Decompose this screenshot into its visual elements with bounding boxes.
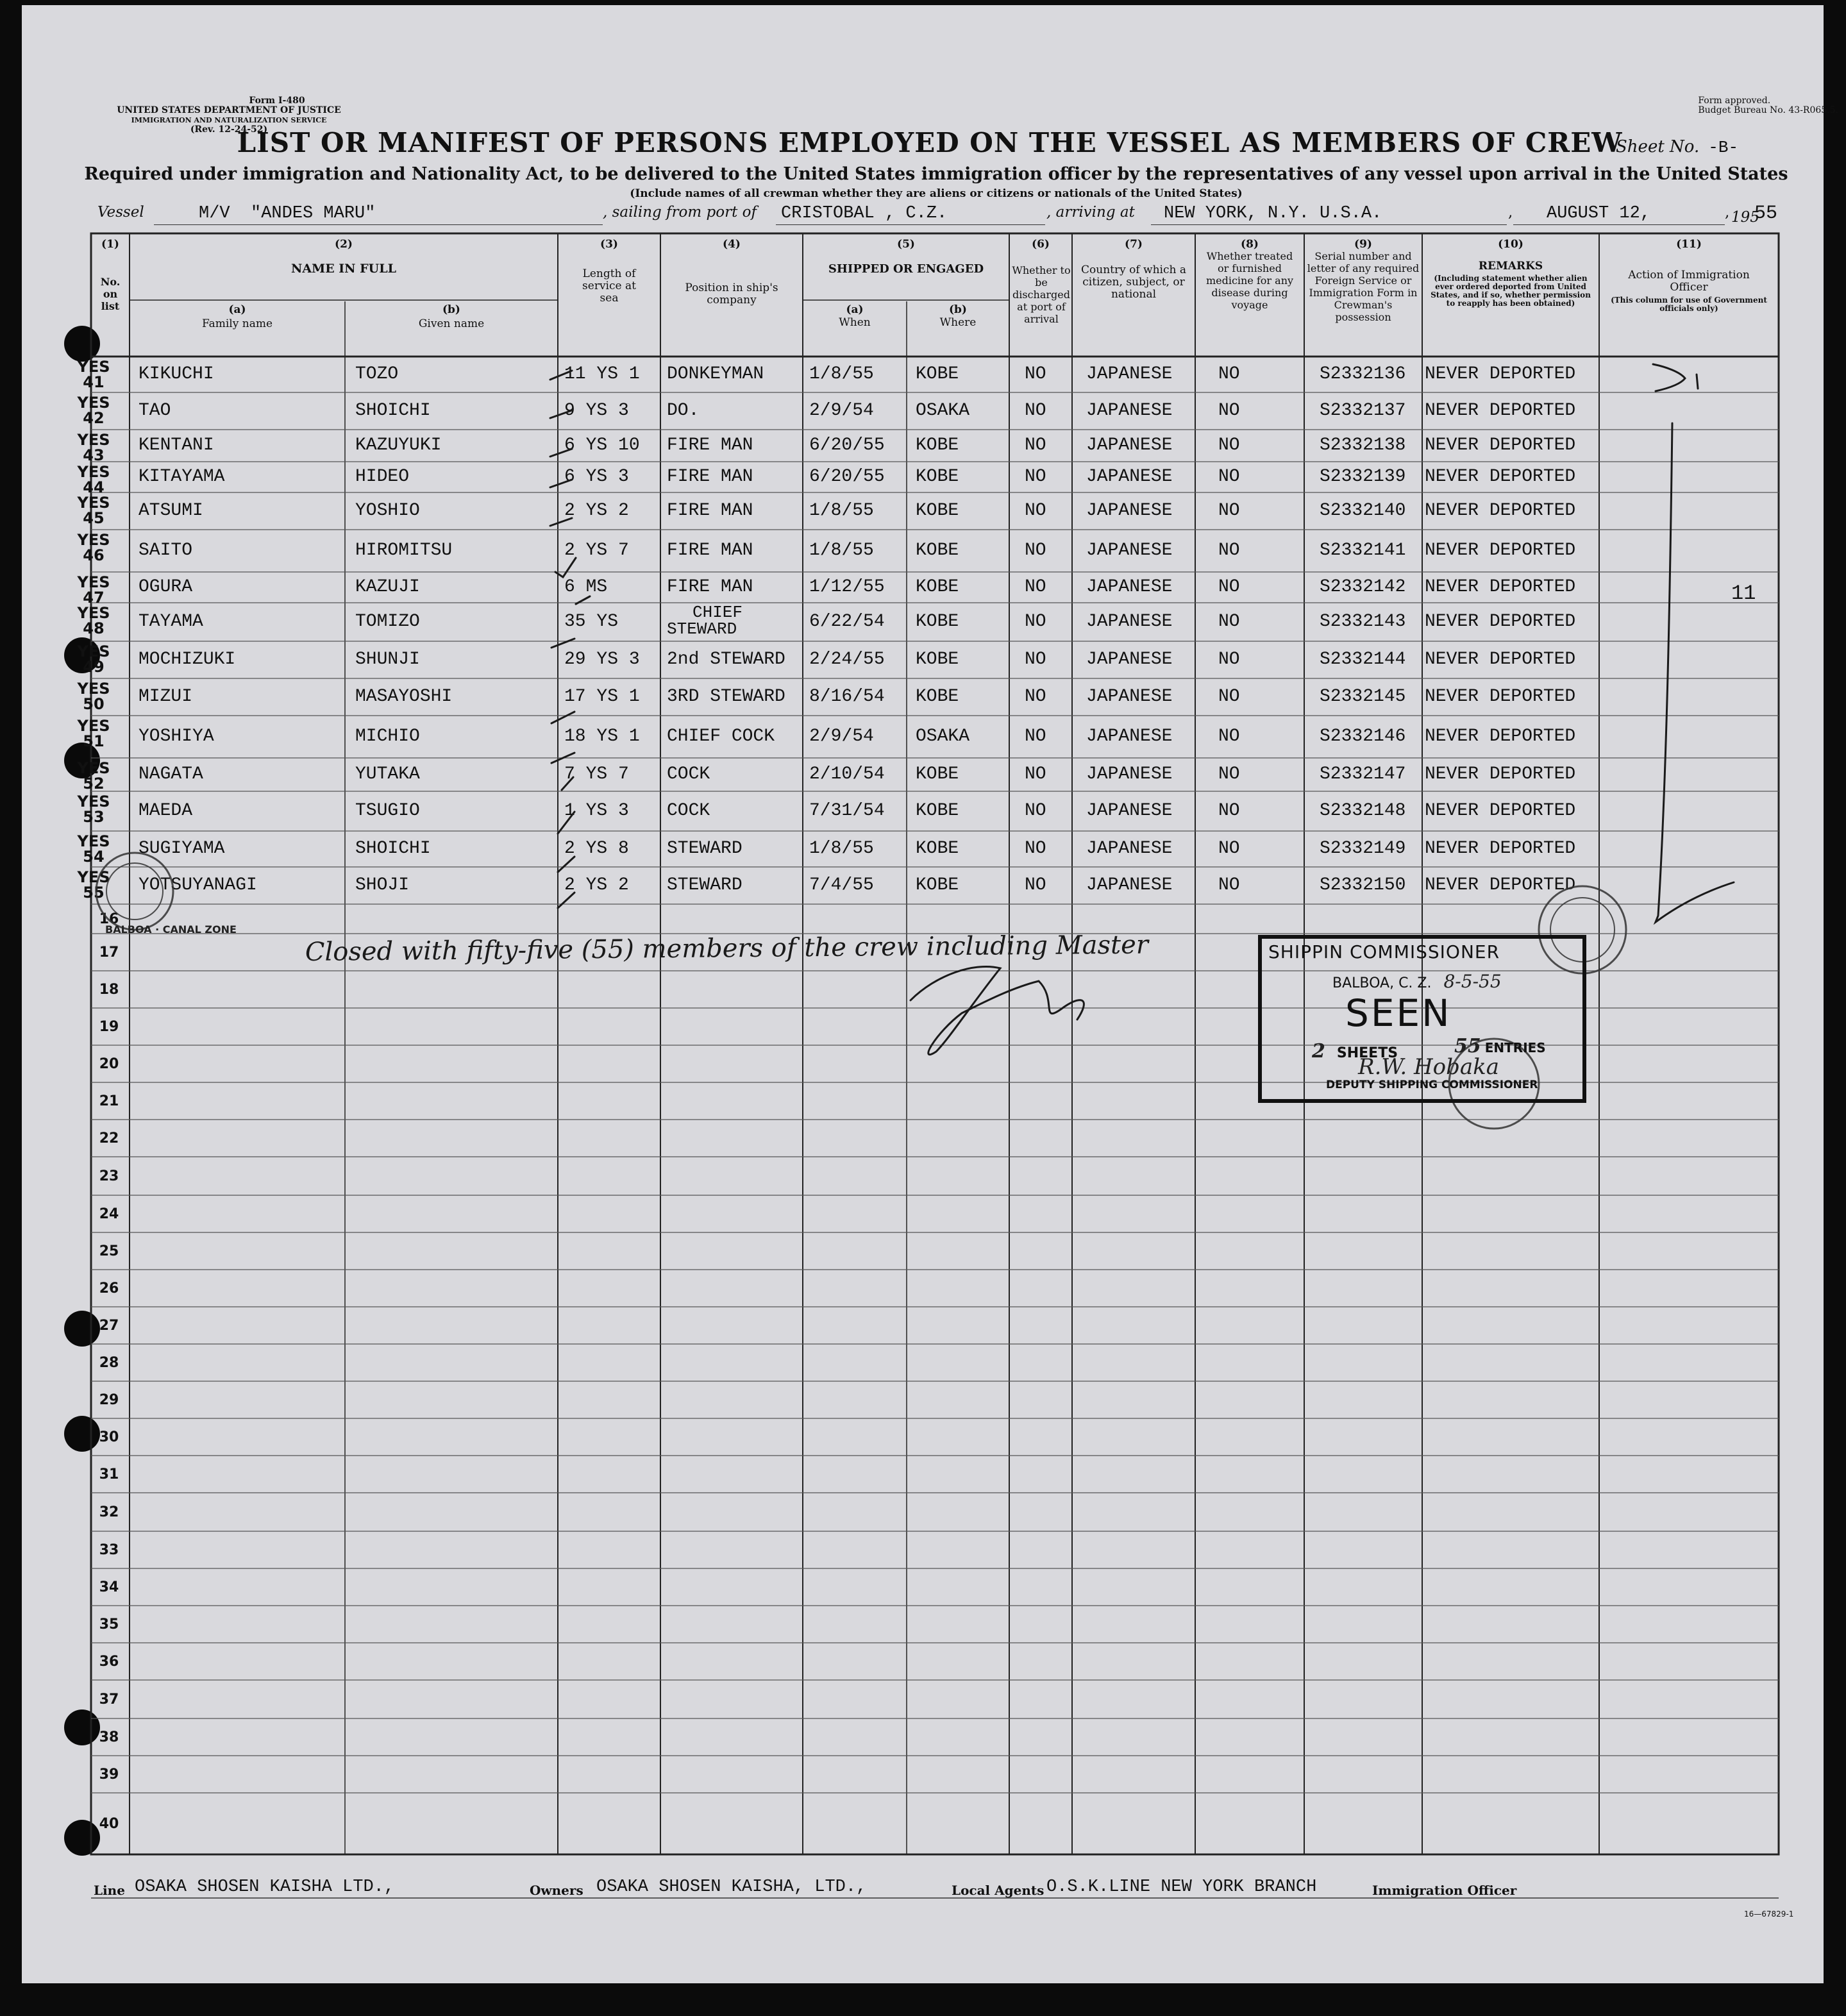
col3-num: (3) (600, 238, 618, 251)
line-number: 38 (99, 1729, 119, 1745)
position: STEWARD (667, 619, 737, 639)
family-name: YOTSUYANAGI (138, 875, 257, 895)
remarks: NEVER DEPORTED (1425, 801, 1576, 821)
length-of-service: 29 YS 3 (564, 650, 640, 669)
shipped-when: 6/20/55 (809, 467, 885, 487)
shipped-where: KOBE (916, 839, 959, 859)
position: FIRE MAN (667, 501, 753, 521)
list-number: 47 (83, 589, 105, 607)
col2-num: (2) (335, 238, 353, 251)
col5b-header: Where (939, 316, 977, 329)
remarks: NEVER DEPORTED (1425, 541, 1576, 560)
shipped-when: 6/20/55 (809, 435, 885, 455)
sheet-label: Sheet No. (1616, 137, 1700, 156)
yes-mark: YES (77, 463, 110, 481)
stamp-deputy: DEPUTY SHIPPING COMMISSIONER (1326, 1079, 1538, 1091)
revision: (Rev. 12-24-52) (190, 124, 268, 135)
remarks: NEVER DEPORTED (1425, 727, 1576, 746)
sheet-value: -B- (1708, 138, 1739, 157)
country: JAPANESE (1086, 435, 1173, 455)
position: STEWARD (667, 839, 743, 859)
yes-mark: YES (77, 573, 110, 591)
port-name: CRISTOBAL , C.Z. (781, 204, 948, 223)
length-of-service: 6 YS 3 (564, 467, 629, 487)
line-label: Line (94, 1883, 125, 1898)
length-of-service: 6 MS (564, 577, 608, 597)
list-number: 50 (83, 695, 105, 713)
service: IMMIGRATION AND NATURALIZATION SERVICE (131, 116, 327, 124)
family-name: YOSHIYA (138, 727, 214, 746)
position: 2nd STEWARD (667, 650, 785, 669)
shipped-when: 1/8/55 (809, 501, 874, 521)
entries-count: 55 (1454, 1035, 1481, 1057)
shipped-when: 2/9/54 (809, 401, 874, 421)
serial-number: S2332149 (1320, 839, 1406, 859)
owners-value: OSAKA SHOSEN KAISHA, LTD., (596, 1877, 867, 1897)
col8-num: (8) (1241, 238, 1259, 251)
yes-mark: YES (77, 494, 110, 512)
include-note: (Include names of all crewman whether they are aliens or citizens or nationals of the United States) (630, 187, 1243, 200)
line-number: 40 (99, 1816, 119, 1832)
shipped-where: KOBE (916, 875, 959, 895)
yes-mark: YES (77, 604, 110, 622)
line-number: 22 (99, 1130, 119, 1147)
serial-number: S2332145 (1320, 687, 1406, 707)
family-name: TAYAMA (138, 612, 203, 632)
yes-mark: YES (77, 394, 110, 412)
col3-header: Length of service at sea (582, 267, 636, 305)
remarks: NEVER DEPORTED (1425, 612, 1576, 632)
position: DONKEYMAN (667, 364, 764, 384)
shipped-where: KOBE (916, 612, 959, 632)
remarks: NEVER DEPORTED (1425, 501, 1576, 521)
position: 3RD STEWARD (667, 687, 785, 707)
serial-number: S2332136 (1320, 364, 1406, 384)
given-name: SHOICHI (355, 839, 431, 859)
owners-label: Owners (530, 1883, 583, 1898)
list-number: 48 (83, 619, 105, 637)
yes-mark: YES (77, 759, 110, 777)
officer-count: 11 (1731, 582, 1756, 605)
col1-num: (1) (101, 238, 119, 251)
family-name: MOCHIZUKI (138, 650, 236, 669)
line-number: 33 (99, 1542, 119, 1558)
col4-header: Position in ship's company (685, 281, 778, 307)
col2a-num: (a) (228, 303, 246, 316)
country: JAPANESE (1086, 764, 1173, 784)
yes-mark: YES (77, 717, 110, 735)
sheets-count: 2 (1312, 1040, 1325, 1063)
shipped-where: KOBE (916, 801, 959, 821)
length-of-service: 6 YS 10 (564, 435, 640, 455)
list-number: 45 (83, 509, 105, 527)
yes-mark: YES (77, 358, 110, 376)
line-number: 39 (99, 1767, 119, 1783)
shipped-when: 2/9/54 (809, 727, 874, 746)
line-number: 17 (99, 945, 119, 961)
length-of-service: 2 YS 2 (564, 501, 629, 521)
line-number: 34 (99, 1579, 119, 1595)
position: COCK (667, 764, 710, 784)
col6-header: Whether to be discharged at port of arrival (1012, 264, 1071, 325)
line-number: 28 (99, 1355, 119, 1371)
yes-mark: YES (77, 832, 110, 850)
treated: NO (1218, 764, 1240, 784)
col2a-header: Family name (201, 317, 273, 330)
shipped-when: 1/12/55 (809, 577, 885, 597)
country: JAPANESE (1086, 801, 1173, 821)
stamp-place: BALBOA, C. Z. (1332, 975, 1432, 991)
list-number: 55 (83, 884, 105, 902)
country: JAPANESE (1086, 650, 1173, 669)
department: UNITED STATES DEPARTMENT OF JUSTICE (117, 105, 341, 115)
immigration-officer-label: Immigration Officer (1372, 1883, 1517, 1898)
family-name: KENTANI (138, 435, 214, 455)
given-name: TOMIZO (355, 612, 420, 632)
line-number: 36 (99, 1654, 119, 1670)
country: JAPANESE (1086, 467, 1173, 487)
shipped-when: 2/10/54 (809, 764, 885, 784)
remarks: NEVER DEPORTED (1425, 364, 1576, 384)
shipped-when: 8/16/54 (809, 687, 885, 707)
sheets-label: SHEETS (1336, 1045, 1398, 1061)
col5-header: SHIPPED OR ENGAGED (828, 262, 984, 276)
form-approved: Form approved. (1698, 96, 1771, 106)
treated: NO (1218, 839, 1240, 859)
discharged: NO (1025, 875, 1046, 895)
line-number: 23 (99, 1168, 119, 1184)
serial-number: S2332137 (1320, 401, 1406, 421)
year-typed: 55 (1754, 203, 1778, 224)
shipped-where: KOBE (916, 650, 959, 669)
length-of-service: 18 YS 1 (564, 727, 640, 746)
shipped-where: KOBE (916, 577, 959, 597)
agents-label: Local Agents (952, 1883, 1045, 1898)
arriving-label: , arriving at (1046, 204, 1135, 221)
shipped-where: KOBE (916, 501, 959, 521)
position: CHIEF COCK (667, 727, 775, 746)
serial-number: S2332150 (1320, 875, 1406, 895)
shipped-when: 1/8/55 (809, 364, 874, 384)
col1-header: No. on list (100, 276, 121, 312)
serial-number: S2332138 (1320, 435, 1406, 455)
list-number: 44 (83, 478, 105, 496)
treated: NO (1218, 612, 1240, 632)
country: JAPANESE (1086, 401, 1173, 421)
given-name: MICHIO (355, 727, 420, 746)
family-name: SUGIYAMA (138, 839, 225, 859)
list-number: 49 (83, 658, 105, 676)
shipped-when: 7/31/54 (809, 801, 885, 821)
family-name: TAO (138, 401, 171, 421)
country: JAPANESE (1086, 687, 1173, 707)
line-number: 25 (99, 1243, 119, 1259)
treated: NO (1218, 435, 1240, 455)
col5-num: (5) (897, 238, 915, 251)
shipped-where: KOBE (916, 467, 959, 487)
remarks: NEVER DEPORTED (1425, 650, 1576, 669)
length-of-service: 2 YS 7 (564, 541, 629, 560)
discharged: NO (1025, 541, 1046, 560)
vessel-name: M/V "ANDES MARU" (199, 204, 376, 223)
length-of-service: 2 YS 2 (564, 875, 629, 895)
shipped-where: OSAKA (916, 727, 970, 746)
remarks: NEVER DEPORTED (1425, 764, 1576, 784)
family-name: ATSUMI (138, 501, 203, 521)
col2-header: NAME IN FULL (291, 262, 396, 276)
list-number: 54 (83, 848, 105, 866)
col2b-header: Given name (418, 317, 485, 330)
requirement-text: Required under immigration and Nationality Act, to be delivered to the United States immigration officer by the representatives of any vessel upon arrival in the United States (84, 164, 1788, 184)
remarks: NEVER DEPORTED (1425, 875, 1576, 895)
treated: NO (1218, 401, 1240, 421)
position: FIRE MAN (667, 435, 753, 455)
discharged: NO (1025, 501, 1046, 521)
remarks: NEVER DEPORTED (1425, 839, 1576, 859)
treated: NO (1218, 467, 1240, 487)
shipped-when: 1/8/55 (809, 839, 874, 859)
position: FIRE MAN (667, 467, 753, 487)
given-name: MASAYOSHI (355, 687, 453, 707)
position: FIRE MAN (667, 577, 753, 597)
discharged: NO (1025, 839, 1046, 859)
col11-header: Action of Immigration Officer (1628, 269, 1750, 294)
shipped-where: KOBE (916, 687, 959, 707)
remarks: NEVER DEPORTED (1425, 401, 1576, 421)
seal-text: BALBOA · CANAL ZONE (105, 923, 237, 936)
length-of-service: 9 YS 3 (564, 401, 629, 421)
col5b-num: (b) (949, 303, 967, 316)
entries-label: ENTRIES (1484, 1040, 1546, 1055)
treated: NO (1218, 875, 1240, 895)
family-name: MIZUI (138, 687, 193, 707)
form-number: Form I-480 (249, 96, 305, 106)
col11-subheader: (This column for use of Government officials only) (1611, 296, 1767, 313)
family-name: OGURA (138, 577, 193, 597)
family-name: KITAYAMA (138, 467, 225, 487)
list-number: 51 (83, 732, 105, 750)
shipped-where: KOBE (916, 541, 959, 560)
line-number: 32 (99, 1504, 119, 1520)
discharged: NO (1025, 801, 1046, 821)
serial-number: S2332142 (1320, 577, 1406, 597)
remarks: NEVER DEPORTED (1425, 577, 1576, 597)
treated: NO (1218, 501, 1240, 521)
family-name: MAEDA (138, 801, 193, 821)
country: JAPANESE (1086, 501, 1173, 521)
col10-header: REMARKS (1478, 260, 1543, 273)
given-name: TOZO (355, 364, 399, 384)
line-number: 19 (99, 1019, 119, 1035)
serial-number: S2332143 (1320, 612, 1406, 632)
given-name: YOSHIO (355, 501, 420, 521)
shipped-when: 1/8/55 (809, 541, 874, 560)
discharged: NO (1025, 401, 1046, 421)
given-name: SHUNJI (355, 650, 420, 669)
stamp-date: 8-5-55 (1443, 971, 1502, 992)
stamp-seen: SEEN (1345, 991, 1452, 1035)
remarks: NEVER DEPORTED (1425, 467, 1576, 487)
col4-num: (4) (723, 238, 741, 251)
closing-note: Closed with fifty-five (55) members of the crew including Master (305, 930, 1149, 967)
line-number: 30 (99, 1429, 119, 1445)
col6-num: (6) (1032, 238, 1050, 251)
length-of-service: 1 YS 3 (564, 801, 629, 821)
country: JAPANESE (1086, 839, 1173, 859)
treated: NO (1218, 801, 1240, 821)
col10-num: (10) (1498, 238, 1523, 251)
serial-number: S2332141 (1320, 541, 1406, 560)
agents-value: O.S.K.LINE NEW YORK BRANCH (1046, 1877, 1317, 1897)
arriving-port: NEW YORK, N.Y. U.S.A. (1164, 204, 1382, 223)
line-number: 21 (99, 1093, 119, 1109)
shipped-when: 2/24/55 (809, 650, 885, 669)
discharged: NO (1025, 727, 1046, 746)
list-number: 41 (83, 373, 105, 391)
list-number: 43 (83, 446, 105, 464)
line-number: 24 (99, 1206, 119, 1222)
stamp-signature: R.W. Hobaka (1358, 1054, 1500, 1080)
discharged: NO (1025, 467, 1046, 487)
col2b-num: (b) (442, 303, 460, 316)
given-name: HIDEO (355, 467, 410, 487)
yes-mark: YES (77, 643, 110, 660)
yes-mark: YES (77, 531, 110, 549)
list-number: 46 (83, 546, 105, 564)
yes-mark: YES (77, 793, 110, 811)
given-name: HIROMITSU (355, 541, 453, 560)
given-name: KAZUYUKI (355, 435, 442, 455)
yes-mark: YES (77, 868, 110, 886)
serial-number: S2332144 (1320, 650, 1406, 669)
treated: NO (1218, 364, 1240, 384)
serial-number: S2332139 (1320, 467, 1406, 487)
country: JAPANESE (1086, 577, 1173, 597)
line-number: 26 (99, 1281, 119, 1297)
line-number: 31 (99, 1466, 119, 1483)
remarks: NEVER DEPORTED (1425, 687, 1576, 707)
list-number: 52 (83, 775, 105, 793)
position: DO. (667, 401, 700, 421)
discharged: NO (1025, 764, 1046, 784)
given-name: YUTAKA (355, 764, 420, 784)
col7-num: (7) (1125, 238, 1143, 251)
position: FIRE MAN (667, 541, 753, 560)
col11-num: (11) (1676, 238, 1702, 251)
line-value: OSAKA SHOSEN KAISHA LTD., (135, 1877, 395, 1897)
line-number: 35 (99, 1617, 119, 1633)
position: CHIEF (692, 603, 743, 622)
stamp-title: SHIPPIN COMMISSIONER (1268, 941, 1500, 962)
shipped-when: 7/4/55 (809, 875, 874, 895)
discharged: NO (1025, 435, 1046, 455)
arrival-date: AUGUST 12, (1547, 204, 1651, 223)
sailing-label: , sailing from port of (603, 204, 757, 221)
print-code: 16—67829-1 (1744, 1910, 1794, 1919)
col8-header: Whether treated or furnished medicine for any disease during voyage (1205, 250, 1294, 311)
shipped-where: KOBE (916, 435, 959, 455)
family-name: SAITO (138, 541, 193, 560)
budget-bureau: Budget Bureau No. 43-R065.5. (1698, 105, 1838, 115)
shipped-where: KOBE (916, 364, 959, 384)
vessel-label: Vessel (97, 204, 144, 221)
discharged: NO (1025, 577, 1046, 597)
shipped-when: 6/22/54 (809, 612, 885, 632)
given-name: SHOICHI (355, 401, 431, 421)
country: JAPANESE (1086, 541, 1173, 560)
position: STEWARD (667, 875, 743, 895)
length-of-service: 17 YS 1 (564, 687, 640, 707)
line-number: 20 (99, 1056, 119, 1072)
shipped-where: KOBE (916, 764, 959, 784)
discharged: NO (1025, 364, 1046, 384)
treated: NO (1218, 727, 1240, 746)
length-of-service: 2 YS 8 (564, 839, 629, 859)
yes-mark: YES (77, 680, 110, 698)
serial-number: S2332140 (1320, 501, 1406, 521)
serial-number: S2332148 (1320, 801, 1406, 821)
page-title: LIST OR MANIFEST OF PERSONS EMPLOYED ON THE VESSEL AS MEMBERS OF CREW (237, 127, 1623, 158)
given-name: TSUGIO (355, 801, 420, 821)
yes-mark: YES (77, 431, 110, 449)
length-of-service: 11 YS 1 (564, 364, 640, 384)
discharged: NO (1025, 650, 1046, 669)
discharged: NO (1025, 687, 1046, 707)
treated: NO (1218, 650, 1240, 669)
serial-number: S2332146 (1320, 727, 1406, 746)
country: JAPANESE (1086, 727, 1173, 746)
col5a-num: (a) (846, 303, 864, 316)
line-number: 37 (99, 1692, 119, 1708)
line-number: 27 (99, 1318, 119, 1334)
list-number: 53 (83, 808, 105, 826)
col9-header: Serial number and letter of any required Foreign Service or Immigration Form in Crewman's possession (1307, 250, 1420, 323)
discharged: NO (1025, 612, 1046, 632)
col10-subheader: (Including statement whether alien ever ordered deported from United States, and if so, whether permission to reapply has been obtained) (1431, 274, 1591, 308)
col5a-header: When (839, 316, 871, 329)
list-number: 42 (83, 409, 105, 427)
length-of-service: 35 YS (564, 612, 619, 632)
length-of-service: 7 YS 7 (564, 764, 629, 784)
given-name: SHOJI (355, 875, 410, 895)
country: JAPANESE (1086, 875, 1173, 895)
col7-header: Country of which a citizen, subject, or national (1081, 264, 1186, 301)
col9-num: (9) (1354, 238, 1372, 251)
remarks: NEVER DEPORTED (1425, 435, 1576, 455)
position: COCK (667, 801, 710, 821)
family-name: KIKUCHI (138, 364, 214, 384)
family-name: NAGATA (138, 764, 203, 784)
treated: NO (1218, 541, 1240, 560)
given-name: KAZUJI (355, 577, 420, 597)
line-number: 29 (99, 1392, 119, 1408)
line-number: 16 (99, 911, 119, 927)
shipped-where: OSAKA (916, 401, 970, 421)
year-printed: 195 (1731, 209, 1759, 226)
serial-number: S2332147 (1320, 764, 1406, 784)
treated: NO (1218, 577, 1240, 597)
country: JAPANESE (1086, 364, 1173, 384)
treated: NO (1218, 687, 1240, 707)
country: JAPANESE (1086, 612, 1173, 632)
line-number: 18 (99, 982, 119, 998)
